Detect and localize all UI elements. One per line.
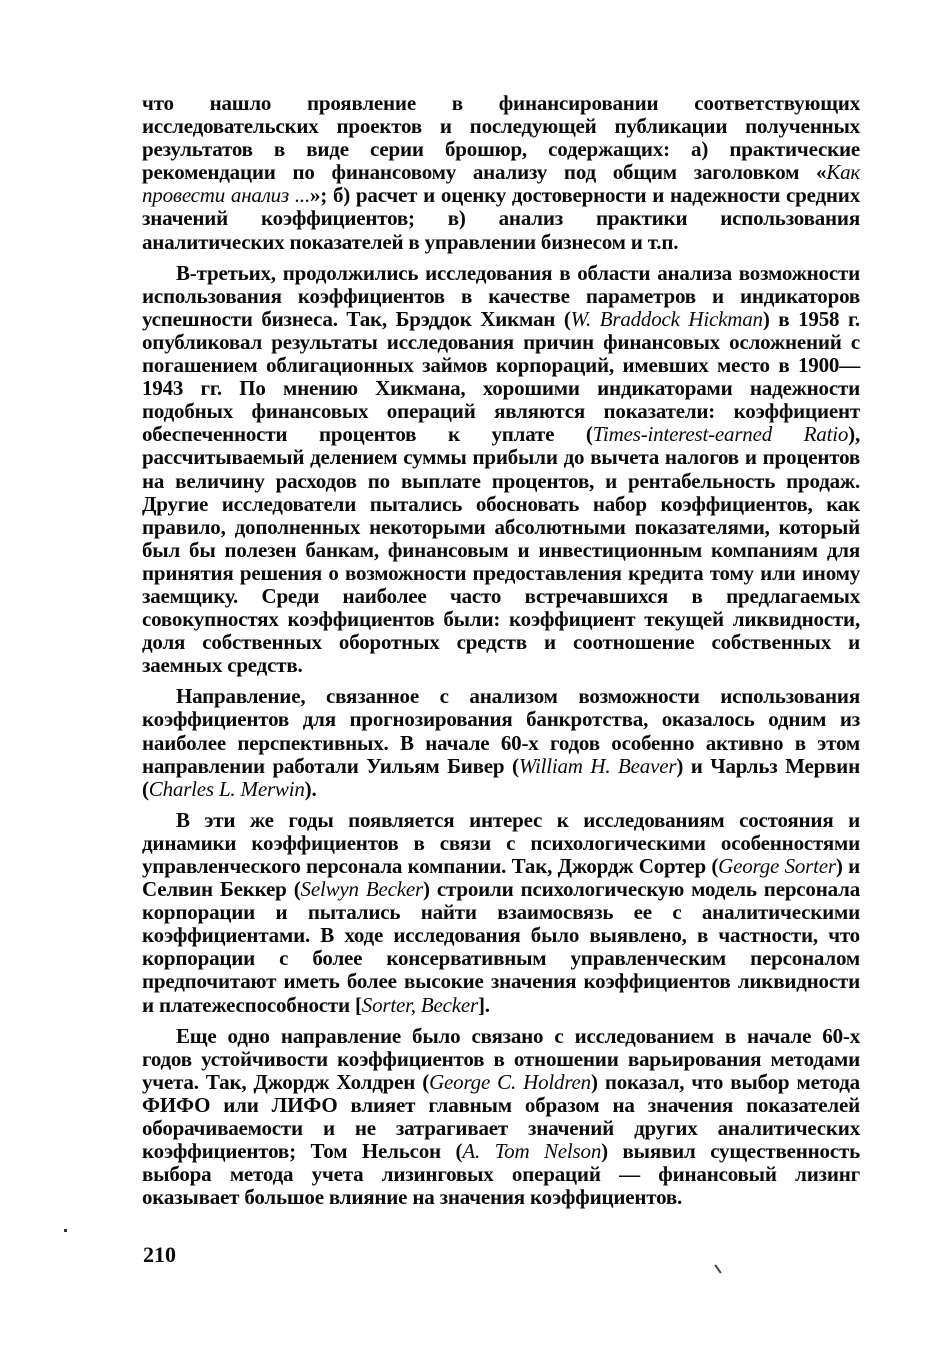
page-number: 210 <box>143 1242 176 1267</box>
italic-text-run: Times-interest-earned Ratio <box>592 422 849 447</box>
text-run: ) в 1958 г. опубликовал результаты исследования причин финансовых осложнений с погашением облигационных займов корпораций, имевших место в 1900—1943 гг. По мнению Хикмана, хорошими индикаторами надежности подобных финансовых операций являются показатели: коэффициент обеспеченности процентов к уплате ( <box>142 306 860 447</box>
text-run: ). <box>304 776 317 801</box>
text-run: В-третьих, продолжились исследования в области анализа возможности использования коэффициентов в качестве параметров и индикаторов успешности бизнеса. Так, Брэддок Хикман ( <box>142 260 860 331</box>
italic-text-run: Sorter, Becker <box>361 992 478 1017</box>
paragraph-1 <box>142 92 860 254</box>
text-run: что нашло проявление в финансировании соответствующих исследовательских проектов и последующей публикации полученных результатов в виде серии брошюр, содержащих: а) практические рекомендации по финансовому анализу под общим заголовком « <box>142 91 860 185</box>
italic-text-run: Selwyn Becker <box>300 877 423 902</box>
italic-text-run: Как провести анализ ... <box>142 160 860 208</box>
italic-text-run: W. Braddock Hickman <box>570 306 763 331</box>
text-run: »; б) расчет и оценку достоверности и надежности средних значений коэффициентов; в) анализ практики использования аналитических показателей в управлении бизнесом и т.п. <box>142 183 860 254</box>
text-run: ) строили психологическую модель персонала корпорации и пытались найти взаимосвязь ее с аналитическими коэффициентами. В ходе исследования было выявлено, в частности, что корпорации с более консервативным управленческим персоналом предпочитают иметь более высокие значения коэффициентов ликвидности и платежеспособности [ <box>142 877 860 1017</box>
text-run: Направление, связанное с анализом возможности использования коэффициентов для прогнозирования банкротства, оказалось одним из наиболее перспективных. В начале 60-х годов особенно активно в этом направлении работали Уильям Бивер ( <box>142 684 860 778</box>
paragraph-4 <box>142 809 860 1017</box>
text-run: Еще одно направление было связано с исследованием в начале 60-х годов устойчивости коэффициентов в отношении варьирования методами учета. Так, Джордж Холдрен ( <box>142 1023 860 1094</box>
paragraph-5 <box>142 1025 860 1210</box>
italic-text-run: George Sorter <box>718 854 836 878</box>
italic-text-run: William H. Beaver <box>518 753 677 778</box>
text-run: ]. <box>477 992 490 1017</box>
italic-text-run: George C. Holdren <box>429 1069 591 1094</box>
paragraph-2 <box>142 262 860 678</box>
text-run: В эти же годы появляется интерес к исследованиям состояния и динамики коэффициентов в связи с психологическими особенностями управленческого персонала компании. Так, Джордж Сортер ( <box>142 807 860 878</box>
paragraph-3 <box>142 685 860 800</box>
italic-text-run: Charles L. Merwin <box>148 776 305 801</box>
text-run: ) показал, что выбор метода ФИФО или ЛИФО влияет главным образом на значения показателей оборачиваемости и не затрагивает значений других аналитических коэффициентов; Том Нельсон ( <box>142 1069 860 1164</box>
text-run: ), рассчитываемый делением суммы прибыли до вычета налогов и процентов на величину расходов по выплате процентов, и рентабельность продаж. Другие исследователи пытались обосновать набор коэффициентов, как правило, дополненных некоторыми абсолютными показателями, который был бы полезен банкам, финансовым и инвестиционным компаниям для принятия решения о возможности предоставления кредита тому или иному заемщику. Среди наиболее часто встречавшихся в предлагаемых совокупностях коэффициентов были: коэффициент текущей ликвидности, доля собственных оборотных средств и соотношение собственных и заемных средств. <box>142 422 861 678</box>
scan-speck <box>714 1264 721 1273</box>
text-run: ) выявил существенность выбора метода учета лизинговых операций — финансовый лизинг оказывает большое влияние на значения коэффициентов. <box>142 1139 860 1210</box>
text-run: ) и Селвин Беккер ( <box>142 854 860 902</box>
italic-text-run: A. Tom Nelson <box>462 1139 602 1164</box>
document-page <box>142 92 860 1209</box>
scan-speck <box>64 1229 67 1232</box>
text-run: ) и Чарльз Мервин ( <box>142 753 860 801</box>
